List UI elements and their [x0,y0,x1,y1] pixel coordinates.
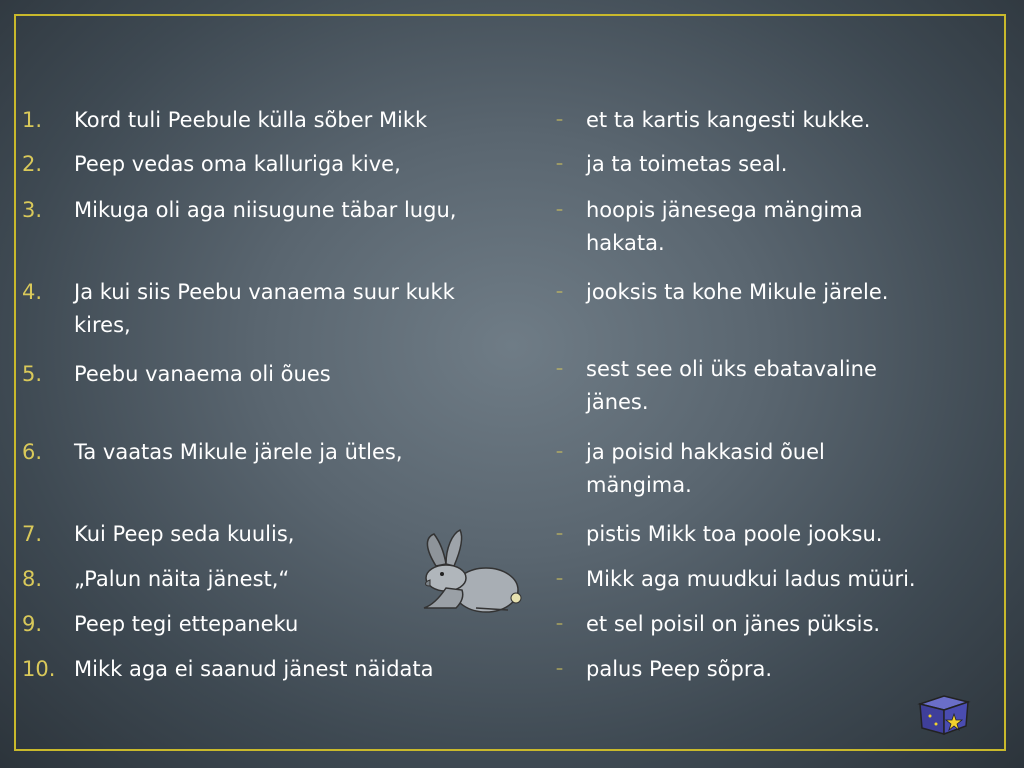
dash-bullet: – [556,444,563,460]
item-text: et ta kartis kangesti kukke. [586,108,871,132]
dash-bullet: – [556,112,563,128]
dash-bullet: – [556,526,563,542]
item-number: 7. [22,522,43,546]
item-text: Peep vedas oma kalluriga kive, [74,152,401,176]
item-number: 3. [22,198,43,222]
item-number: 9. [22,612,43,636]
item-text: Ja kui siis Peebu vanaema suur kukk kires, [74,280,455,337]
item-text: Ta vaatas Mikule järele ja ütles, [74,440,403,464]
item-number: 10. [22,657,56,681]
rabbit-clipart-icon [416,528,524,620]
item-number: 1. [22,108,43,132]
item-number: 2. [22,152,43,176]
item-text: jooksis ta kohe Mikule järele. [586,280,889,304]
dash-bullet: – [556,284,563,300]
item-text: Kui Peep seda kuulis, [74,522,295,546]
item-number: 6. [22,440,43,464]
dash-bullet: – [556,661,563,677]
item-text: palus Peep sõpra. [586,657,773,681]
item-text: Mikk aga muudkui ladus müüri. [586,567,916,591]
item-number: 4. [22,280,43,304]
magic-box-icon [916,690,972,738]
item-number: 8. [22,567,43,591]
item-text: ja ta toimetas seal. [586,152,788,176]
item-text: Mikuga oli aga niisugune täbar lugu, [74,198,457,222]
item-text: sest see oli üks ebatavaline jänes. [586,357,877,414]
dash-bullet: – [556,361,563,377]
item-text: pistis Mikk toa poole jooksu. [586,522,883,546]
item-text: et sel poisil on jänes püksis. [586,612,881,636]
dash-bullet: – [556,202,563,218]
dash-bullet: – [556,156,563,172]
item-text: hoopis jänesega mängima hakata. [586,198,863,255]
item-text: Mikk aga ei saanud jänest näidata [74,657,434,681]
item-text: Peep tegi ettepaneku [74,612,299,636]
item-number: 5. [22,362,43,386]
dash-bullet: – [556,616,563,632]
dash-bullet: – [556,571,563,587]
item-text: Kord tuli Peebule külla sõber Mikk [74,108,428,132]
item-text: ja poisid hakkasid õuel mängima. [586,440,825,497]
item-text: „Palun näita jänest,“ [74,567,290,591]
item-text: Peebu vanaema oli õues [74,362,331,386]
